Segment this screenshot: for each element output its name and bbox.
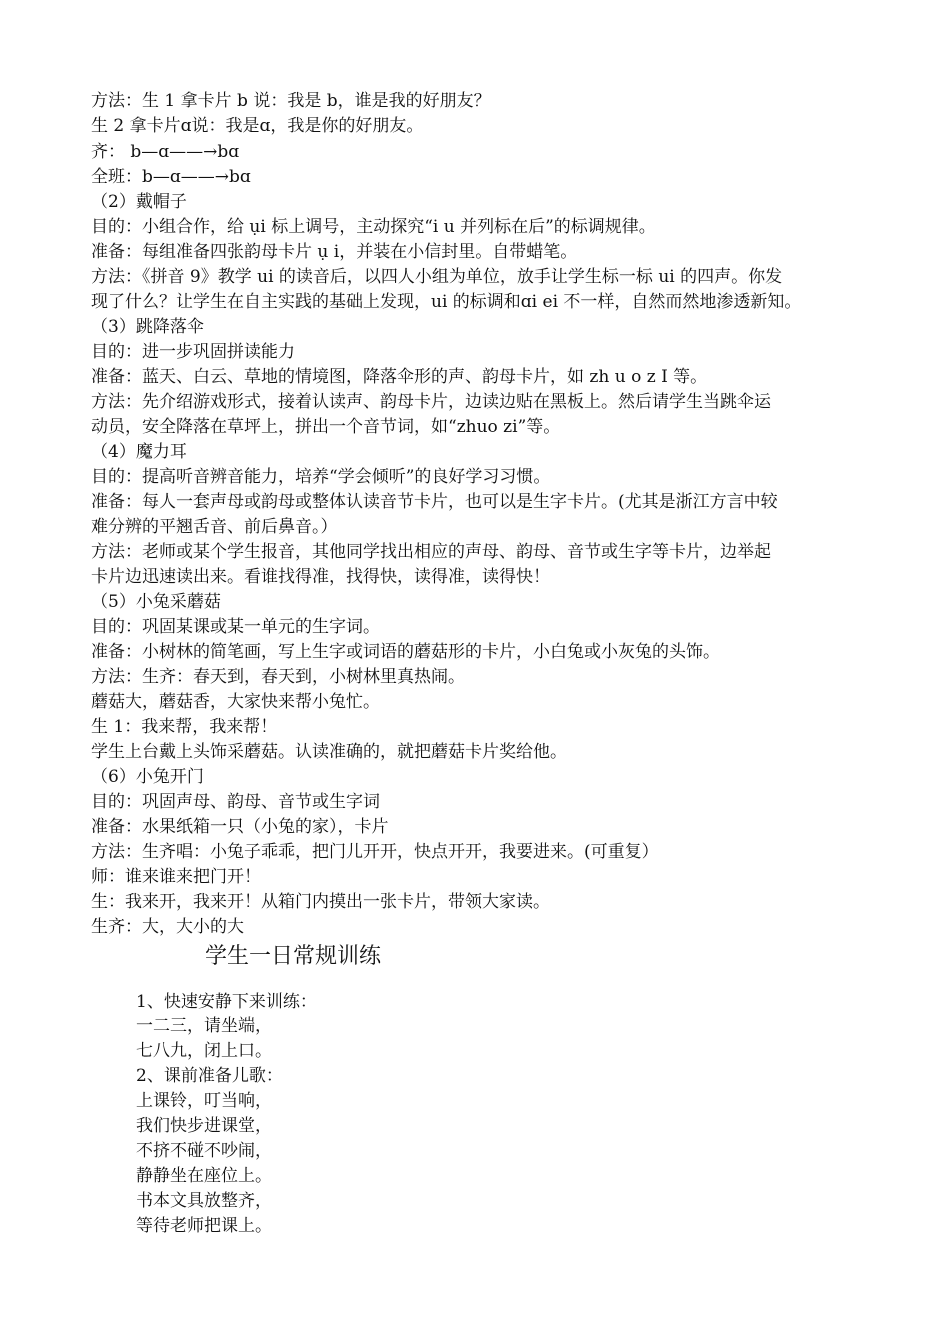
text-line: 生 2 拿卡片ɑ说：我是ɑ，我是你的好朋友。 [91,116,424,136]
poem-line: 静静坐在座位上。 [136,1166,272,1186]
text-line: 目的：巩固声母、韵母、音节或生字词 [91,792,380,812]
text-line: 学生上台戴上头饰采蘑菇。认读准确的，就把蘑菇卡片奖给他。 [91,742,567,762]
poem-line: 等待老师把课上。 [136,1216,272,1236]
text-line: 卡片边迅速读出来。看谁找得准，找得快，读得准，读得快！ [91,567,550,587]
text-line: 方法：先介绍游戏形式，接着认读声、韵母卡片，边读边贴在黑板上。然后请学生当跳伞运 [91,392,771,412]
text-line: 动员，安全降落在草坪上，拼出一个音节词，如“zhuo zi”等。 [91,417,561,437]
text-line: 齐： b—ɑ——→bɑ [91,142,240,162]
text-line: 准备：小树林的简笔画，写上生字或词语的蘑菇形的卡片，小白兔或小灰兔的头饰。 [91,642,720,662]
poem-line: 书本文具放整齐， [136,1191,272,1211]
text-line: 目的：提高听音辨音能力，培养“学会倾听”的良好学习习惯。 [91,467,551,487]
poem-line: 上课铃，叮当响， [136,1091,272,1111]
section-item-heading: 1、快速安静下来训练： [136,992,317,1012]
text-line: 难分辨的平翘舌音、前后鼻音。） [91,517,338,537]
text-line: 师：谁来谁来把门开！ [91,867,261,887]
text-line: 准备：每人一套声母或韵母或整体认读音节卡片，也可以是生字卡片。(尤其是浙江方言中较 [91,492,778,512]
subsection-heading: （2）戴帽子 [91,192,187,212]
text-line: 准备：每组准备四张韵母卡片 ụ i，并装在小信封里。自带蜡笔。 [91,242,578,262]
text-line: 目的：进一步巩固拼读能力 [91,342,295,362]
subsection-heading: （3）跳降落伞 [91,317,204,337]
poem-line: 一二三，请坐端， [136,1016,272,1036]
text-line: 全班：b—ɑ——→bɑ [91,167,251,187]
text-line: 生齐：大，大小的大 [91,917,244,937]
text-line: 生：我来开，我来开！从箱门内摸出一张卡片，带领大家读。 [91,892,550,912]
section-title: 学生一日常规训练 [205,944,382,969]
subsection-heading: （4）魔力耳 [91,442,187,462]
text-line: 方法：生 1 拿卡片 b 说：我是 b，谁是我的好朋友？ [91,91,491,111]
text-line: 方法：《拼音 9》教学 ui 的读音后，以四人小组为单位，放手让学生标一标 ui 的四声。你发 [91,267,783,287]
poem-line: 七八九，闭上口。 [136,1041,272,1061]
subsection-heading: （5）小兔采蘑菇 [91,592,221,612]
section-item-heading: 2、课前准备儿歌： [136,1066,283,1086]
text-line: 蘑菇大，蘑菇香，大家快来帮小兔忙。 [91,692,380,712]
poem-line: 不挤不碰不吵闹， [136,1141,272,1161]
text-line: 目的：巩固某课或某一单元的生字词。 [91,617,380,637]
text-line: 生 1：我来帮，我来帮！ [91,717,278,737]
text-line: 方法：生齐唱：小兔子乖乖，把门儿开开，快点开开，我要进来。(可重复） [91,842,659,862]
text-line: 方法：老师或某个学生报音，其他同学找出相应的声母、韵母、音节或生字等卡片，边举起 [91,542,771,562]
text-line: 准备：蓝天、白云、草地的情境图，降落伞形的声、韵母卡片，如 zh u o z I 等。 [91,367,708,387]
subsection-heading: （6）小兔开门 [91,767,204,787]
text-line: 现了什么？让学生在自主实践的基础上发现，ui 的标调和ɑi ei 不一样，自然而然地渗透新知。 [91,292,802,312]
text-line: 准备：水果纸箱一只（小兔的家），卡片 [91,817,389,837]
text-line: 方法：生齐：春天到，春天到，小树林里真热闹。 [91,667,465,687]
poem-line: 我们快步进课堂， [136,1116,272,1136]
text-line: 目的：小组合作，给 ụi 标上调号，主动探究“i u 并列标在后”的标调规律。 [91,217,656,237]
